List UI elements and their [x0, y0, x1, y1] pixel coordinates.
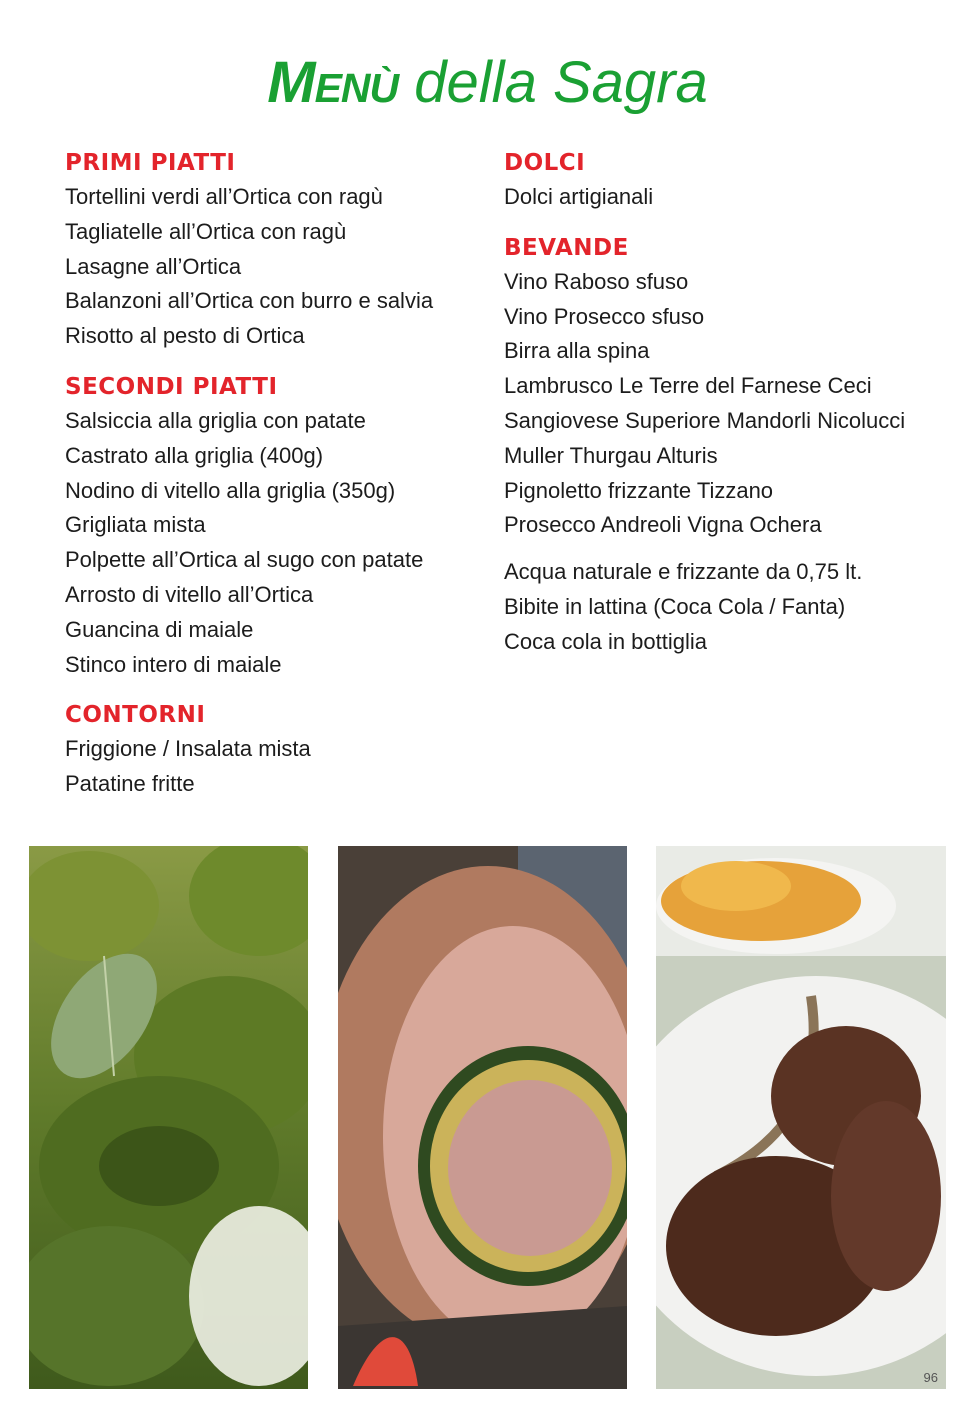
menu-left-column [65, 146, 485, 818]
menu-item: Friggione / Insalata mista [65, 736, 311, 762]
menu-item: Coca cola in bottiglia [504, 628, 708, 654]
menu-item: Sangiovese Superiore Mandorli Nicolucci [504, 407, 906, 433]
menu-item: Balanzoni all’Ortica con burro e salvia [65, 288, 434, 314]
page-title [0, 48, 975, 118]
section-primi [65, 146, 485, 354]
menu-item: Nodino di vitello alla griglia (350g) [65, 477, 396, 503]
menu-item: Guancina di maiale [65, 616, 254, 642]
title-bold: Menù [267, 50, 399, 115]
menu-item: Patatine fritte [65, 771, 195, 797]
menu-item: Castrato alla griglia (400g) [65, 442, 324, 468]
section-heading: BEVANDE [504, 234, 629, 261]
photo-arrosto [338, 846, 627, 1389]
photo-grigliata [656, 846, 946, 1389]
menu-item: Lambrusco Le Terre del Farnese Ceci [504, 373, 872, 399]
section-heading: SECONDI PIATTI [65, 373, 278, 400]
menu-item: Lasagne all’Ortica [65, 253, 242, 279]
section-contorni [65, 698, 485, 802]
menu-item: Pignoletto frizzante Tizzano [504, 477, 774, 503]
menu-item: Muller Thurgau Alturis [504, 442, 718, 468]
menu-right-column [504, 146, 964, 676]
menu-item: Arrosto di vitello all’Ortica [65, 581, 314, 607]
menu-item: Salsiccia alla griglia con patate [65, 407, 366, 433]
menu-item: Bibite in lattina (Coca Cola / Fanta) [504, 593, 846, 619]
menu-item: Tortellini verdi all’Ortica con ragù [65, 184, 383, 209]
section-secondi [65, 370, 485, 682]
menu-item: Risotto al pesto di Ortica [65, 323, 305, 349]
menu-item: Prosecco Andreoli Vigna Ochera [504, 512, 822, 538]
section-heading: PRIMI PIATTI [65, 150, 236, 176]
menu-item: Acqua naturale e frizzante da 0,75 lt. [504, 559, 863, 585]
section-heading: CONTORNI [65, 702, 206, 729]
menu-item: Birra alla spina [504, 338, 650, 364]
menu-item: Tagliatelle all’Ortica con ragù [65, 218, 347, 244]
menu-item: Polpette all’Ortica al sugo con patate [65, 547, 424, 573]
menu-item: Dolci artigianali [504, 184, 654, 209]
section-dolci [504, 146, 964, 215]
photo-tortellini [29, 846, 308, 1389]
section-bevande [504, 231, 964, 660]
page-number: 96 [923, 1370, 938, 1385]
spacer [504, 543, 964, 555]
menu-item: Stinco intero di maiale [65, 651, 282, 677]
menu-item: Vino Raboso sfuso [504, 268, 689, 294]
menu-item: Grigliata mista [65, 512, 206, 538]
title-rest: della Sagra [414, 50, 708, 115]
section-heading: DOLCI [504, 150, 586, 176]
menu-item: Vino Prosecco sfuso [504, 303, 705, 329]
